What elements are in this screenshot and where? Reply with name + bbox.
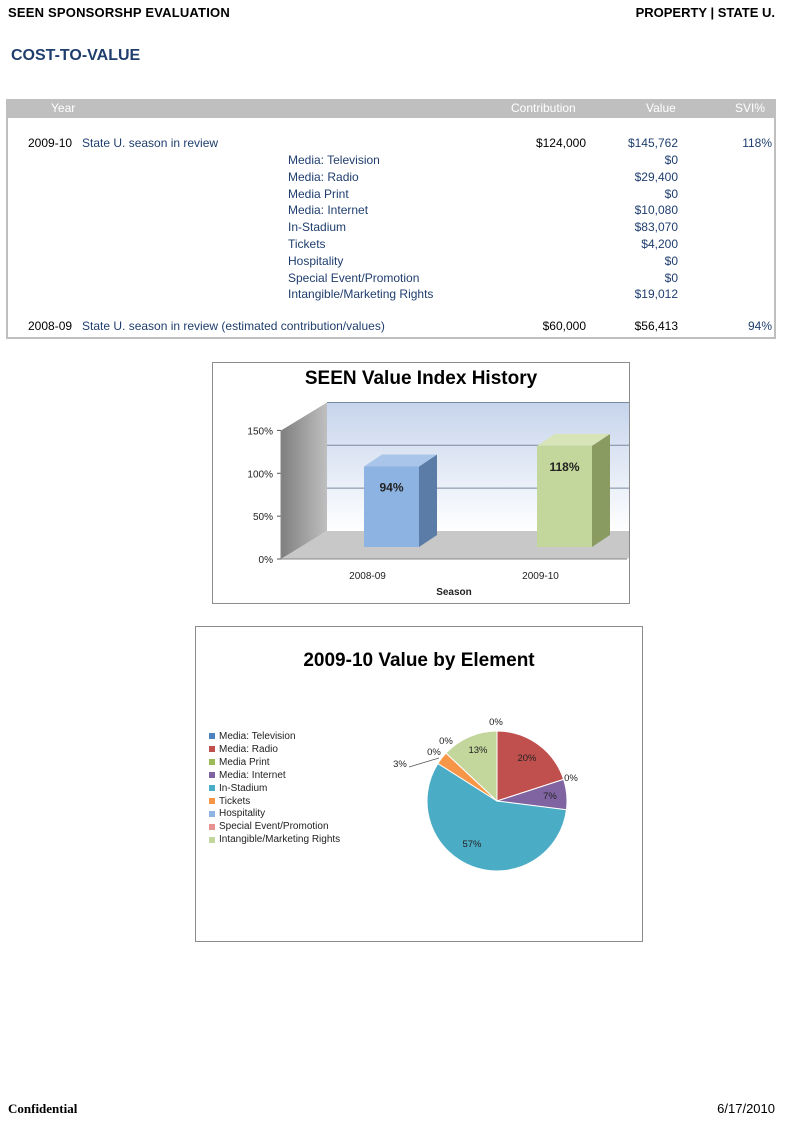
report-title: SEEN SPONSORSHP EVALUATION [8, 5, 230, 20]
pie-value-label: 0% [427, 747, 441, 758]
element-value: $29,400 [634, 169, 678, 184]
y-tick-label: 50% [252, 512, 273, 524]
bar-chart-plot [213, 363, 629, 603]
element-value: $0 [664, 186, 678, 201]
element-value: $4,200 [641, 237, 678, 251]
bar [364, 466, 419, 547]
pie-value-label: 3% [393, 759, 407, 770]
pie-value-label: 0% [564, 773, 578, 784]
header-svi: SVI% [735, 101, 766, 115]
element-value: $83,070 [634, 220, 678, 235]
element-label: Media: Radio [288, 169, 359, 184]
table-header [8, 99, 774, 118]
previous-contribution: $60,000 [542, 319, 586, 333]
legend-label: Media: Internet [219, 769, 286, 781]
element-value: $0 [664, 253, 678, 268]
element-label: Intangible/Marketing Rights [288, 287, 434, 302]
section-title: COST-TO-VALUE [11, 47, 141, 64]
legend-label: Tickets [219, 795, 251, 807]
legend-label: Media: Radio [219, 743, 278, 755]
pie-value-label: 13% [468, 745, 488, 756]
bar-side [592, 434, 610, 547]
cost-to-value-table [6, 99, 776, 339]
current-year: 2009-10 [28, 136, 73, 150]
current-contribution: $124,000 [535, 136, 586, 150]
header-contribution: Contribution [511, 101, 576, 115]
legend-label: Intangible/Marketing Rights [219, 834, 341, 846]
footer-date: 6/17/2010 [717, 1101, 775, 1116]
legend-label: Media: Television [219, 731, 296, 742]
current-value: $145,762 [627, 136, 678, 150]
legend-label: Media Print [219, 756, 270, 768]
element-value: $0 [664, 270, 678, 285]
element-value: $19,012 [634, 287, 678, 302]
pie-chart-title: 2009-10 Value by Element [303, 650, 535, 671]
element-label: Special Event/Promotion [288, 270, 420, 285]
current-svi: 118% [742, 136, 772, 150]
value-index-chart [212, 362, 630, 604]
bar-side [419, 454, 437, 547]
y-tick-label: 100% [247, 469, 273, 481]
pie-chart-plot [196, 627, 642, 941]
pie-value-label: 0% [489, 717, 503, 728]
bar-chart-title: SEEN Value Index History [304, 368, 538, 389]
y-tick-label: 150% [247, 426, 273, 438]
previous-value: $56,413 [634, 319, 678, 333]
legend-label: Hospitality [219, 808, 266, 820]
bar-value-label: 94% [379, 480, 404, 495]
previous-label: State U. season in review (estimated contribution/values) [82, 319, 385, 333]
bar-value-label: 118% [549, 459, 580, 474]
element-value: $0 [664, 153, 678, 167]
element-value: $10,080 [634, 203, 678, 218]
element-label: Media: Internet [288, 203, 369, 218]
legend-label: Special Event/Promotion [219, 821, 329, 833]
x-axis-title: Season [436, 587, 472, 598]
element-label: Tickets [288, 237, 326, 251]
current-label: State U. season in review [82, 136, 219, 150]
leader-line [409, 758, 439, 767]
pie-value-label: 20% [517, 753, 537, 764]
pie-value-label: 7% [543, 791, 557, 802]
pie-value-label: 57% [462, 839, 482, 850]
element-label: Media Print [288, 186, 349, 201]
pie-value-label: 0% [439, 736, 453, 747]
element-label: In-Stadium [288, 220, 347, 235]
value-by-element-chart [195, 626, 643, 942]
previous-year: 2008-09 [28, 319, 73, 333]
x-tick-label: 2009-10 [522, 571, 559, 582]
header-year: Year [51, 101, 76, 115]
element-label: Media: Television [288, 153, 380, 167]
y-tick-label: 0% [258, 555, 273, 566]
footer-confidential: Confidential [8, 1101, 78, 1116]
previous-svi: 94% [747, 319, 772, 333]
legend-label: In-Stadium [219, 782, 268, 794]
property-label: PROPERTY | STATE U. [635, 5, 775, 20]
header-value: Value [646, 101, 676, 115]
element-label: Hospitality [288, 253, 344, 268]
x-tick-label: 2008-09 [349, 571, 386, 582]
